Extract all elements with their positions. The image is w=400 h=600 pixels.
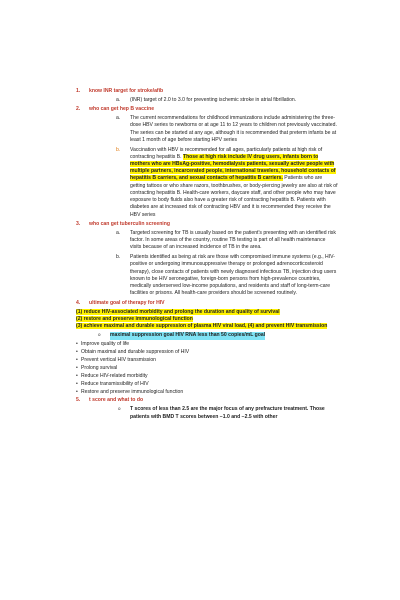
bullet-icon: • <box>76 357 78 364</box>
bullet-icon: • <box>76 365 78 372</box>
bullet-icon: • <box>76 349 78 356</box>
question-3-title: who can get tuberculin screening <box>89 221 170 228</box>
question-4 <box>76 300 338 307</box>
question-4-number: 4. <box>76 299 81 306</box>
answer-1a-text: (INR) target of 2.0 to 3.0 for preventing ischemic stroke in atrial fibrillation. <box>130 96 297 103</box>
question-5-number: 5. <box>76 397 81 404</box>
answer-2a-text: The current recommendations for childhood immunizations include administering the three-dose HBV series to newborns or at age 11 to 12 years to children not previously vaccinated. The series can be started at any age, although it is recommended that preterm infants be at least 1 month of age before starting HPV series <box>130 115 337 143</box>
answer-3a-letter: a. <box>116 229 121 236</box>
list-item: • Restore and preserve immunological function <box>76 389 184 396</box>
answer-3a <box>76 230 338 252</box>
list-item: • Obtain maximal and durable suppression of HIV <box>76 349 190 356</box>
t-score-text: T scores of less than 2.5 are the major focus of any prefracture treatment. Those patients with BMD T scores between −1.0 and −2.5 with other <box>130 406 325 420</box>
answer-2b-intro: Vaccination with HBV is recommended for all ages, particularly patients at high risk of contracting hepatitis B. <box>130 146 323 160</box>
bullet-icon: • <box>76 381 78 388</box>
answer-1a <box>76 97 338 104</box>
question-1 <box>76 88 338 95</box>
question-1-number: 1. <box>76 88 81 94</box>
hiv-goal-2: (2) restore and preserve immunological function <box>76 315 193 322</box>
question-3 <box>76 221 338 228</box>
hiv-bullet-list <box>76 341 338 396</box>
question-2-number: 2. <box>76 106 81 113</box>
answer-2b-letter: b. <box>116 146 121 153</box>
answer-1a-letter: a. <box>116 96 121 103</box>
hiv-goal-3: (3) achieve maximal and durable suppression of plasma HIV viral load, (4) and prevent HIV transmission <box>76 323 328 330</box>
hiv-suppression-note <box>76 332 338 339</box>
question-4-title: ultimate goal of therapy for HIV <box>89 299 165 306</box>
list-item: • Improve quality of life <box>76 341 130 347</box>
circle-bullet-icon: o <box>118 406 121 412</box>
list-item: • Prevent vertical HIV transmission <box>76 357 157 364</box>
list-item: • Prolong survival <box>76 365 118 372</box>
bullet-icon: • <box>76 373 78 380</box>
answer-3b <box>76 254 338 297</box>
answer-2b <box>76 147 338 219</box>
document-body <box>76 88 338 421</box>
hiv-goals <box>76 309 338 331</box>
answer-2a-letter: a. <box>116 115 121 122</box>
circle-bullet-icon: o <box>98 332 101 338</box>
hiv-goal-1: (1) reduce HIV-associated morbidity and prolong the duration and quality of survival <box>76 308 280 315</box>
list-item: • Reduce transmissibility of HIV <box>76 381 149 388</box>
hiv-suppression-text: maximal suppression goal HIV RNA less than 50 copies/mL goal <box>110 332 266 339</box>
answer-3b-letter: b. <box>116 254 121 261</box>
answer-2b-text <box>130 147 338 219</box>
bullet-icon: • <box>76 389 78 396</box>
answer-3b-text: Patients identified as being at risk are those with compromised immune systems (e.g., HIV-positive or undergoing immunosuppressive therapy or prolonged adrenocorticosteroid therapy), close contacts of patients with newly diagnosed infectious TB, injection drug users known to be HIV seronegative, foreign-born persons from high-prevalence countries, medically underserved low-income populations, and residents and staff of long-term-care facilities or prisons. All health-care providers should be screened routinely. <box>130 254 337 297</box>
answer-3a-text: Targeted screening for TB is usually based on the patient's presenting with an identified risk factor. In some areas of the country, routine TB testing is part of all health maintenance visits because of an increased incidence of TB in the area. <box>130 229 336 251</box>
answer-2b-rest: Patients who are getting tattoos or who share razors, toothbrushes, or body-piercing jewelry are also at risk of contracting hepatitis B. Health-care workers, daycare staff, and other people who may have exposure to body fluids also have a greater risk of contracting hepatitis B. Patients with diabetes are at increased risk of contracting HBV and it is recommended they receive the HBV series <box>130 175 338 218</box>
question-5-title: t score and what to do <box>89 397 144 404</box>
answer-2a <box>76 115 338 144</box>
question-5 <box>76 397 338 404</box>
t-score-note <box>76 406 338 420</box>
bullet-icon: • <box>76 341 78 347</box>
list-item: • Reduce HIV-related morbidity <box>76 373 148 380</box>
answer-2b-highlight: Those at high risk include IV drug users, infants born to mothers who are HBsAg-positive, hemodialysis patients, sexually active people with multiple partners, incarcerated people, international travelers, household contacts of hepatitis B carriers, and sexual contacts of hepatitis B carriers. <box>130 153 336 182</box>
question-1-title: know INR target for stroke/afib <box>89 88 164 94</box>
question-2 <box>76 106 338 113</box>
question-3-number: 3. <box>76 221 81 228</box>
question-2-title: who can get hep B vaccine <box>89 106 155 113</box>
